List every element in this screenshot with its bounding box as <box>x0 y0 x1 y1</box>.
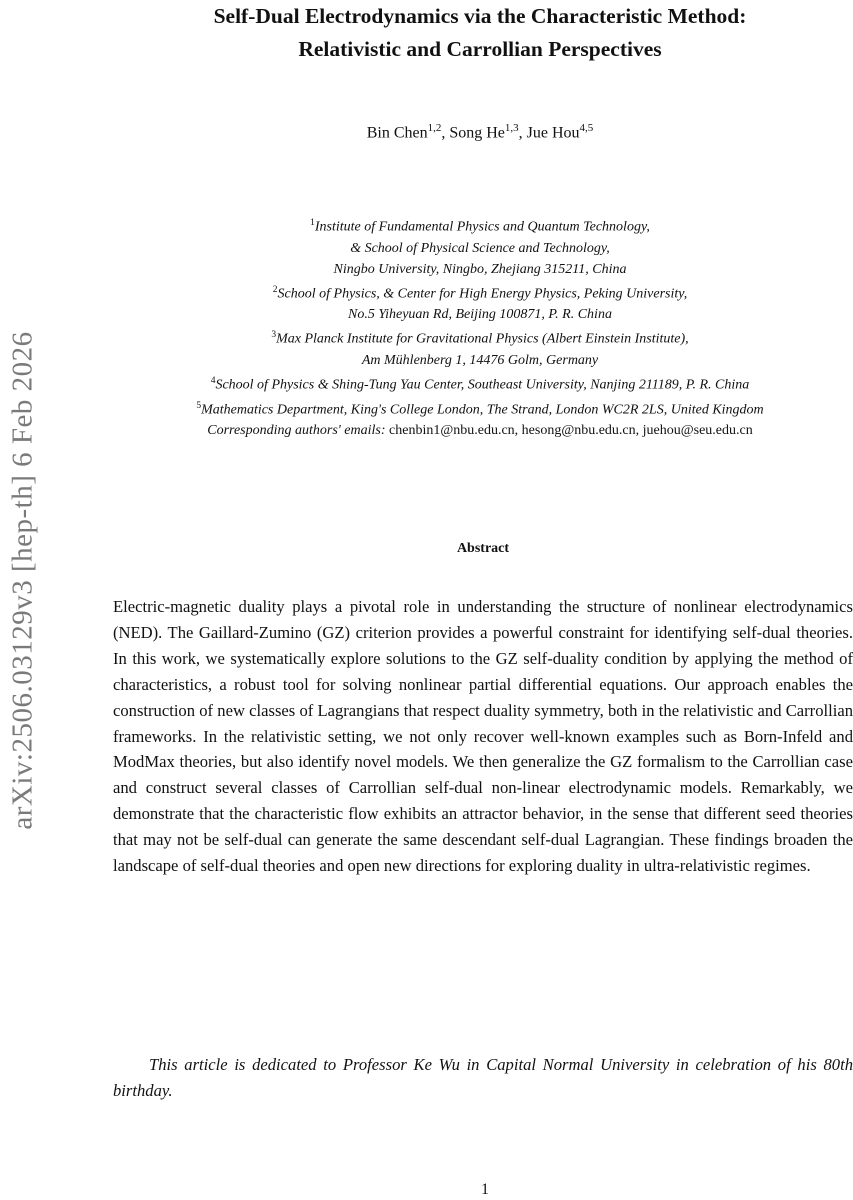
affiliation-line <box>80 371 853 396</box>
affiliation-text: No.5 Yiheyuan Rd, Beijing 100871, P. R. China <box>348 307 612 323</box>
author-affil-mark: 4,5 <box>579 122 594 134</box>
affiliation-line <box>80 304 853 325</box>
affiliation-text: School of Physics, & Center for High Energy Physics, Peking University, <box>277 286 688 302</box>
paper-title <box>80 0 853 66</box>
affiliation-mark: 1 <box>310 218 315 228</box>
corresponding-emails <box>80 423 853 439</box>
affiliation-line <box>80 280 853 305</box>
affiliation-text: Ningbo University, Ningbo, Zhejiang 315211, China <box>333 261 627 277</box>
affiliation-mark: 4 <box>210 375 216 386</box>
affiliation-line <box>80 325 853 350</box>
abstract-text: Electric-magnetic duality plays a pivotal role in understanding the structure of nonlinear electrodynamics (NED). The Gaillard-Zumino (GZ) criterion provides a powerful constraint for identifying self-dual theories. In this work, we systematically explore solutions to the GZ self-duality condition by applying the method of characteristics, a robust tool for solving nonlinear partial differential equations. Our approach enables the construction of new classes of Lagrangians that respect duality symmetry, both in the relativistic and Carrollian frameworks. In the relativistic setting, we not only recover well-known examples such as Born-Infeld and ModMax theories, but also identify novel models. We then generalize the GZ formalism to the Carrollian case and construct several classes of Carrollian self-dual non-linear electrodynamic models. Remarkably, we demonstrate that the characteristic flow exhibits an attractor behavior, in the sense that different seed theories that may not be self-dual can generate the same descendant self-dual Lagrangian. These findings broaden the landscape of self-dual theories and open new directions for exploring duality in ultra-relativistic regimes. <box>113 597 853 876</box>
author-affil-mark: 1,3 <box>504 122 519 134</box>
affiliation-mark: 2 <box>272 284 278 295</box>
title-line-2: Relativistic and Carrollian Perspectives <box>298 37 662 61</box>
affiliation-text: Mathematics Department, King's College London, The Strand, London WC2R 2LS, United Kingdom <box>201 402 764 418</box>
arxiv-identifier: arXiv:2506.03129v3 [hep-th] 6 Feb 2026 <box>6 330 39 830</box>
abstract-heading: Abstract <box>456 541 510 556</box>
affiliation-text: Institute of Fundamental Physics and Quantum Technology, <box>314 219 650 235</box>
affiliation-text: School of Physics & Shing-Tung Yau Center, Southeast University, Nanjing 211189, P. R. China <box>215 377 750 393</box>
arxiv-sidebar-stamp <box>6 285 40 875</box>
affiliation-mark: 3 <box>271 330 277 341</box>
affiliation-line <box>80 350 853 371</box>
affiliation-list <box>80 213 853 420</box>
affiliation-line <box>80 259 853 280</box>
affiliation-line <box>80 396 853 421</box>
emails-label: Corresponding authors' emails: <box>207 423 386 438</box>
affiliation-text: Am Mühlenberg 1, 14476 Golm, Germany <box>361 352 599 368</box>
affiliation-mark: 5 <box>196 400 202 411</box>
author-name: Song He <box>449 124 505 142</box>
author-name: Bin Chen <box>366 124 428 142</box>
affiliation-text: Max Planck Institute for Gravitational Physics (Albert Einstein Institute), <box>276 331 689 347</box>
page-number: 1 <box>481 1181 489 1198</box>
affiliation-line <box>80 213 853 238</box>
author-affil-mark: 1,2 <box>427 122 442 134</box>
affiliation-text: & School of Physical Science and Technology, <box>350 240 610 256</box>
dedication-text: This article is dedicated to Professor Ke Wu in Capital Normal University in celebration of his 80th birthday. <box>113 1055 853 1100</box>
author-list: Bin Chen$^{1,2}$, Song He$^{1,3}$, Jue Hou$^{4,5}$ <box>366 122 594 142</box>
email-list: chenbin1@nbu.edu.cn, hesong@nbu.edu.cn, juehou@seu.edu.cn <box>389 423 753 438</box>
author-name: Jue Hou <box>526 124 580 142</box>
affiliation-line <box>80 238 853 259</box>
title-line-1: Self-Dual Electrodynamics via the Characteristic Method: <box>213 4 747 28</box>
